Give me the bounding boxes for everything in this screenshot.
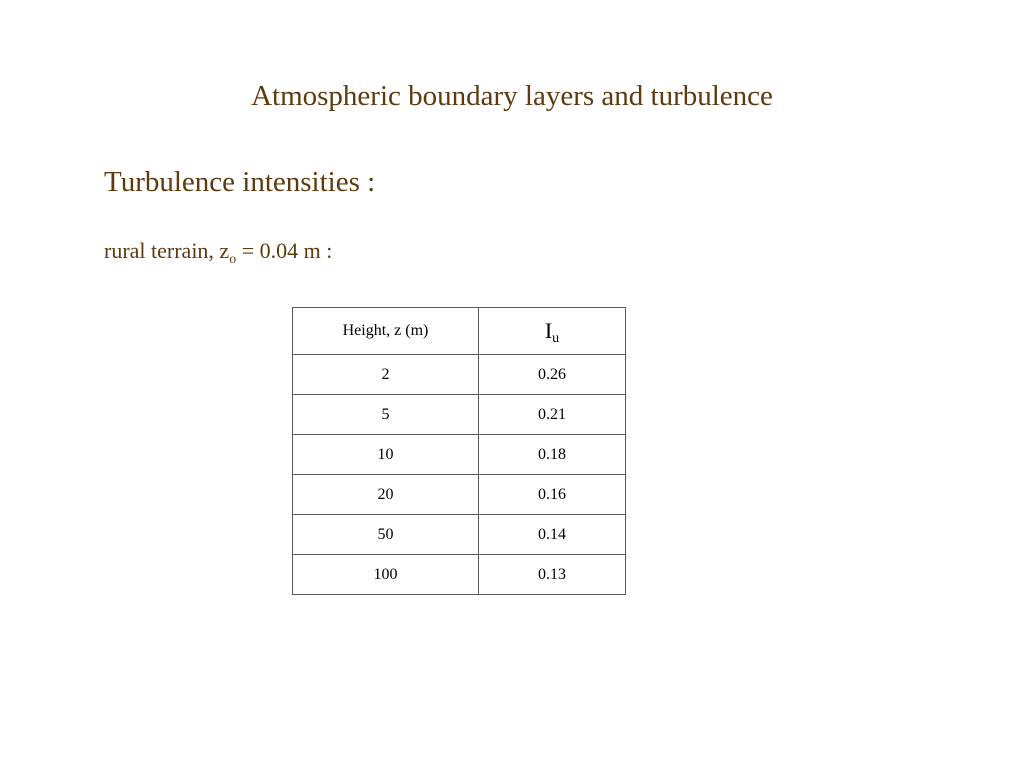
subheading-subscript: o <box>229 252 237 267</box>
turbulence-intensity-table <box>292 307 626 595</box>
header-intensity-symbol: I <box>544 318 553 343</box>
table-row <box>293 475 626 515</box>
header-height: Height, z (m) <box>293 308 479 355</box>
cell-height: 10 <box>293 435 479 475</box>
table-row <box>293 395 626 435</box>
table-row <box>293 515 626 555</box>
table-row <box>293 435 626 475</box>
header-intensity-subscript: u <box>552 331 560 346</box>
table-row <box>293 555 626 595</box>
cell-height: 2 <box>293 355 479 395</box>
cell-intensity: 0.14 <box>479 515 626 555</box>
header-intensity <box>479 308 626 355</box>
cell-intensity: 0.18 <box>479 435 626 475</box>
terrain-subheading <box>104 237 332 265</box>
section-heading: Turbulence intensities : <box>104 166 376 198</box>
cell-height: 100 <box>293 555 479 595</box>
cell-intensity: 0.16 <box>479 475 626 515</box>
cell-intensity: 0.26 <box>479 355 626 395</box>
subheading-suffix: = 0.04 m : <box>236 238 333 263</box>
cell-height: 50 <box>293 515 479 555</box>
cell-intensity: 0.13 <box>479 555 626 595</box>
subheading-prefix: rural terrain, z <box>104 238 230 263</box>
cell-intensity: 0.21 <box>479 395 626 435</box>
cell-height: 5 <box>293 395 479 435</box>
slide-title: Atmospheric boundary layers and turbulence <box>251 80 773 112</box>
cell-height: 20 <box>293 475 479 515</box>
table-row <box>293 355 626 395</box>
table-header-row <box>293 308 626 355</box>
